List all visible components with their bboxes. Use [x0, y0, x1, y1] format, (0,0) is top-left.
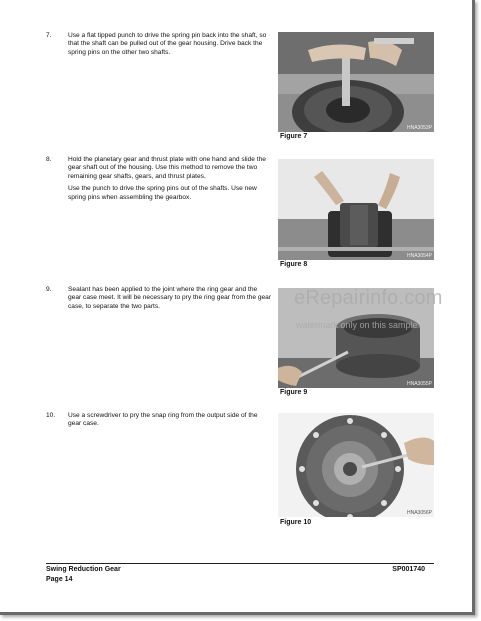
figure-10-photo — [278, 413, 434, 517]
footer-page-number: Page 14 — [46, 576, 73, 583]
step-8 — [46, 156, 272, 206]
footer-divider — [46, 563, 434, 564]
step-text: Hold the planetary gear and thrust plate with one hand and slide the gear shaft out of the housing. Use this method to remove the two remaining gear shafts, gears, and thrust plates. — [68, 156, 266, 180]
step-number: 9. — [46, 286, 52, 293]
figure-8-caption: Figure 8 — [280, 261, 308, 268]
step-9 — [46, 286, 272, 315]
figure-7-photo — [278, 32, 434, 132]
figure-7-caption: Figure 7 — [280, 133, 308, 140]
footer-section-title: Swing Reduction Gear — [46, 566, 121, 573]
figure-9-caption: Figure 9 — [280, 389, 308, 396]
step-text: Sealant has been applied to the joint where the ring gear and the gear case meet. It will be necessary to pry the ring gear from the gear case, to separate the two parts. — [68, 286, 272, 310]
step-text: Use a screwdriver to pry the snap ring from the output side of the gear case. — [68, 412, 258, 428]
figure-code: HNA3053P — [406, 125, 432, 131]
figure-code: HNA3054P — [406, 253, 432, 259]
step-7 — [46, 32, 272, 61]
snap-ring-removal-photo — [278, 413, 434, 517]
figure-code: HNA3056P — [406, 510, 432, 516]
step-number: 8. — [46, 156, 52, 163]
step-text: Use a flat tipped punch to drive the spring pin back into the shaft, so that the shaft can be pulled out of the gear housing. Drive back the spring pins on the other two shafts. — [68, 32, 267, 56]
figure-10-caption: Figure 10 — [280, 519, 312, 526]
step-text: Use the punch to drive the spring pins out of the shafts. Use new spring pins when assembling the gearbox. — [68, 185, 257, 201]
figure-8-photo — [278, 159, 434, 260]
step-number: 7. — [46, 32, 52, 39]
step-number: 10. — [46, 412, 56, 419]
punch-driving-pin-photo — [278, 32, 434, 132]
watermark-text: eRepairinfo.com — [294, 287, 443, 309]
footer-doc-code: SP001740 — [392, 566, 425, 573]
figure-code: HNA3055P — [406, 381, 432, 387]
step-10 — [46, 412, 272, 433]
planetary-gear-removal-photo — [278, 159, 434, 260]
watermark-subtext: watermark only on this sample — [296, 320, 418, 330]
